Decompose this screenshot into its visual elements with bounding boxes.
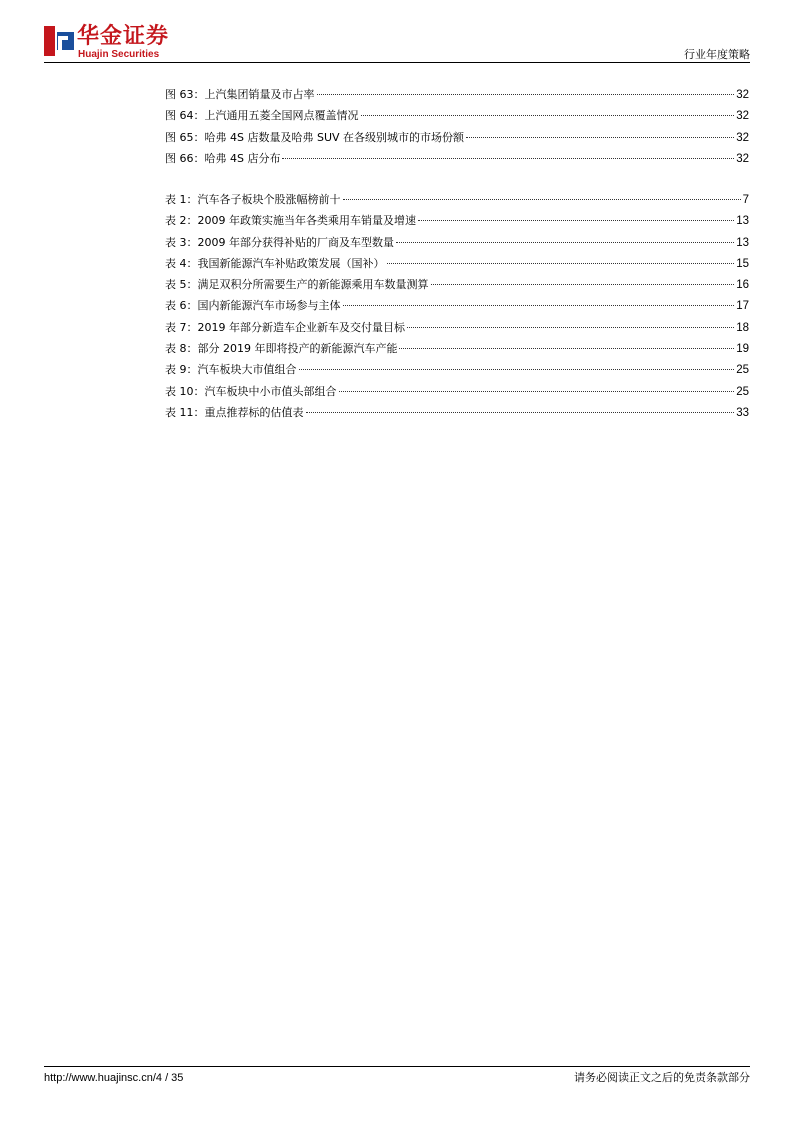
table-entry-label: 表 5：满足双积分所需要生产的新能源乘用车数量测算 (165, 278, 429, 292)
dot-leader (306, 412, 735, 413)
dot-leader (343, 305, 735, 306)
table-entry-label: 表 7：2019 年部分新造车企业新车及交付量目标 (165, 320, 405, 334)
table-entry[interactable] (165, 278, 749, 299)
table-entry[interactable] (165, 257, 749, 278)
table-entry[interactable] (165, 299, 749, 320)
table-entry-label: 表 1：汽车各子板块个股涨幅榜前十 (165, 193, 341, 206)
table-entry[interactable] (165, 385, 749, 406)
report-type: 行业年度策略 (684, 48, 750, 61)
table-entry-label: 表 4：我国新能源汽车补贴政策发展（国补） (165, 256, 385, 270)
table-entry-label: 表 2：2009 年政策实施当年各类乘用车销量及增速 (165, 214, 416, 228)
figure-entry-label: 图 65：哈弗 4S 店数量及哈弗 SUV 在各级别城市的市场份额 (165, 130, 465, 144)
dot-leader (282, 158, 734, 159)
figure-entry-label: 图 64：上汽通用五菱全国网点覆盖情况 (165, 109, 359, 123)
dot-leader (399, 348, 734, 349)
logo-english-name: Huajin Securities (78, 49, 160, 60)
figure-entry[interactable] (165, 131, 749, 152)
table-entry[interactable] (165, 342, 749, 363)
figure-entry-page: 32 (736, 152, 749, 165)
dot-leader (387, 263, 735, 264)
table-entry-page: 33 (736, 406, 749, 419)
page-header (44, 24, 750, 66)
figure-entry-label: 图 66：哈弗 4S 店分布 (165, 151, 281, 165)
table-entry-page: 13 (736, 215, 749, 228)
figure-entry[interactable] (165, 88, 749, 109)
table-entry-label: 表 8：部分 2019 年即将投产的新能源汽车产能 (165, 342, 398, 356)
table-entry[interactable] (165, 214, 749, 235)
table-entry-page: 25 (736, 385, 749, 398)
table-entry[interactable] (165, 406, 749, 427)
table-entry-label: 表 3：2009 年部分获得补贴的厂商及车型数量 (165, 235, 394, 249)
dot-leader (431, 284, 735, 285)
table-list (165, 193, 749, 427)
table-entry-page: 15 (736, 257, 749, 270)
figure-entry-label: 图 63：上汽集团销量及市占率 (165, 88, 315, 101)
footer-disclaimer: 请务必阅读正文之后的免责条款部分 (574, 1071, 750, 1084)
page-number: 4 / 35 (155, 1072, 184, 1084)
figure-list (165, 88, 749, 173)
huajin-logo-icon (44, 26, 74, 56)
figure-entry-page: 32 (736, 89, 749, 101)
dot-leader (407, 327, 734, 328)
table-entry-page: 7 (742, 194, 749, 206)
dot-leader (361, 115, 735, 116)
table-entry-label: 表 11：重点推荐标的估值表 (165, 405, 304, 419)
figure-entry-page: 32 (736, 131, 749, 144)
footer-divider (44, 1066, 750, 1067)
figure-entry[interactable] (165, 152, 749, 173)
header-divider (44, 62, 750, 63)
dot-leader (466, 137, 734, 138)
website-link[interactable]: http://www.huajinsc.cn/ (44, 1072, 156, 1084)
dot-leader (299, 369, 735, 370)
figure-entry[interactable] (165, 109, 749, 130)
logo-chinese-name: 华金证券 (77, 24, 170, 49)
table-entry-label: 表 10：汽车板块中小市值头部组合 (165, 384, 337, 398)
table-entry-page: 17 (736, 300, 749, 313)
table-entry-page: 16 (736, 279, 749, 292)
dot-leader (396, 242, 734, 243)
dot-leader (317, 94, 735, 95)
table-entry[interactable] (165, 193, 749, 214)
dot-leader (339, 391, 735, 392)
dot-leader (418, 220, 734, 221)
table-entry[interactable] (165, 236, 749, 257)
footer-url-page (44, 1071, 183, 1085)
table-entry-page: 25 (736, 364, 749, 377)
figure-entry-page: 32 (736, 110, 749, 123)
table-entry-page: 13 (736, 236, 749, 249)
dot-leader (343, 199, 741, 200)
table-entry[interactable] (165, 363, 749, 384)
table-entry-page: 18 (736, 321, 749, 334)
table-entry-page: 19 (736, 343, 749, 356)
table-entry-label: 表 6：国内新能源汽车市场参与主体 (165, 299, 341, 313)
table-entry-label: 表 9：汽车板块大市值组合 (165, 363, 297, 377)
table-entry[interactable] (165, 321, 749, 342)
